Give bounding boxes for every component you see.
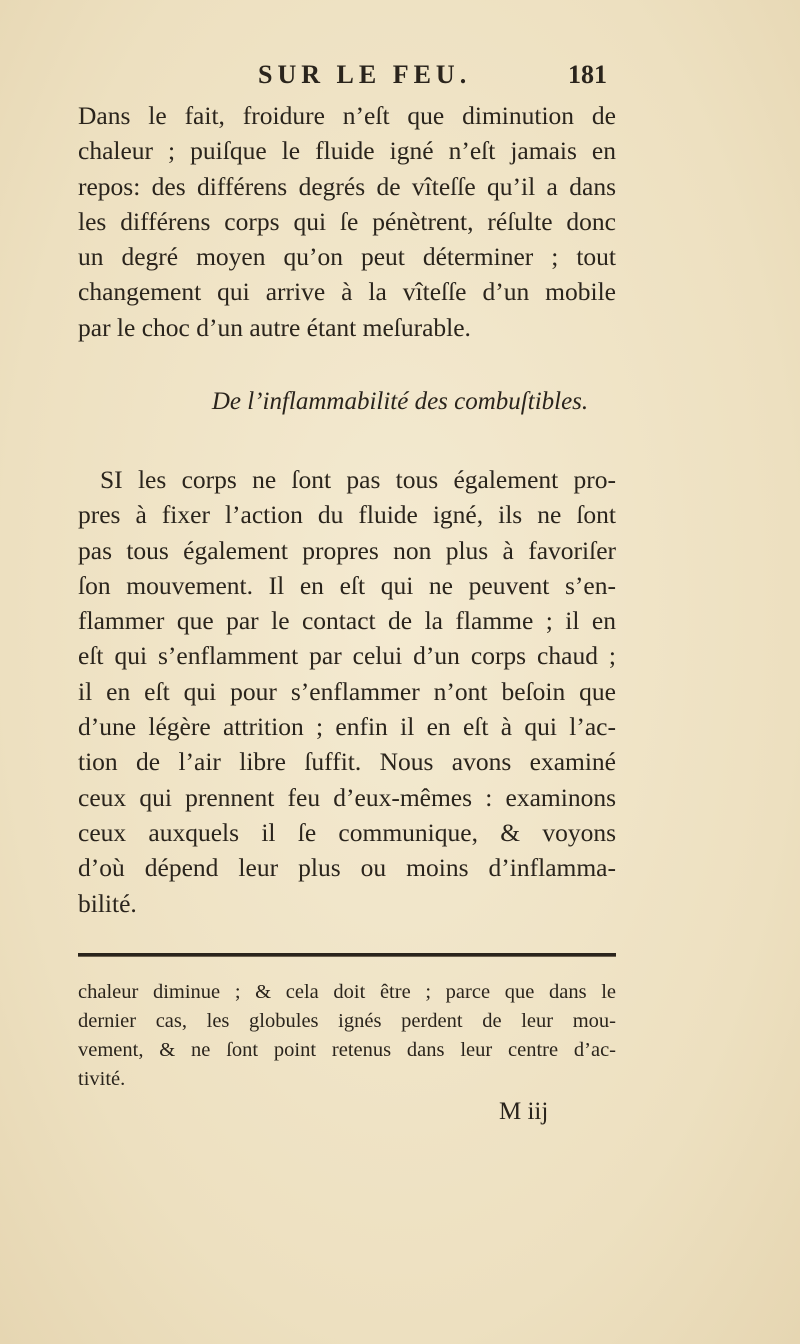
text-line: ceux auxquels il ſe communique, & voyons bbox=[78, 817, 616, 847]
text-line: eſt qui s’enflamment par celui d’un corps chaud ; bbox=[78, 641, 616, 671]
text-line: d’une légère attrition ; enfin il en eſt à qui l’ac- bbox=[78, 712, 616, 742]
text-line: il en eſt qui pour s’enflammer n’ont beſoin que bbox=[78, 676, 616, 706]
paragraph-1 bbox=[78, 98, 616, 345]
text-line: chaleur ; puiſque le fluide igné n’eſt jamais en bbox=[78, 136, 616, 166]
text-line: SI les corps ne ſont pas tous également pro- bbox=[100, 465, 616, 494]
text-line: flammer que par le contact de la flamme ; il en bbox=[78, 606, 616, 636]
text-line: d’où dépend leur plus ou moins d’inflamma- bbox=[78, 853, 616, 883]
text-line: ſon mouvement. Il en eſt qui ne peuvent s’en- bbox=[78, 570, 616, 600]
footnote bbox=[78, 978, 616, 1094]
signature-mark: M iij bbox=[499, 1098, 549, 1125]
text-line: Dans le fait, froidure n’eſt que diminution de bbox=[78, 101, 616, 130]
footnote-line: chaleur diminue ; & cela doit être ; parce que dans le bbox=[78, 981, 616, 1003]
section-heading: De l’inflammabilité des combuſtibles. bbox=[211, 388, 589, 415]
footnote-rule bbox=[78, 953, 616, 957]
running-head: SUR LE FEU. bbox=[258, 60, 472, 89]
text-line: par le choc d’un autre étant meſurable. bbox=[78, 312, 471, 342]
paragraph-2 bbox=[78, 462, 616, 921]
text-line: les différens corps qui ſe pénètrent, réſulte donc bbox=[78, 206, 616, 236]
page-header bbox=[0, 60, 800, 96]
footnote-line: dernier cas, les globules ignés perdent de leur mou- bbox=[78, 1010, 616, 1032]
footnote-line: tivité. bbox=[78, 1068, 126, 1090]
text-line: pas tous également propres non plus à favoriſer bbox=[78, 535, 616, 565]
page-number: 181 bbox=[568, 60, 607, 89]
text-line: bilité. bbox=[78, 888, 137, 918]
text-line: un degré moyen qu’on peut déterminer ; tout bbox=[78, 242, 616, 272]
footnote-line: vement, & ne ſont point retenus dans leur centre d’ac- bbox=[78, 1039, 616, 1061]
text-line: pres à fixer l’action du fluide igné, ils ne ſont bbox=[78, 500, 616, 530]
text-line: tion de l’air libre ſuffit. Nous avons examiné bbox=[78, 747, 616, 777]
text-line: ceux qui prennent feu d’eux-mêmes : examinons bbox=[78, 782, 616, 812]
text-line: changement qui arrive à la vîteſſe d’un mobile bbox=[78, 277, 616, 307]
text-line: repos: des différens degrés de vîteſſe qu’il a dans bbox=[78, 171, 616, 201]
